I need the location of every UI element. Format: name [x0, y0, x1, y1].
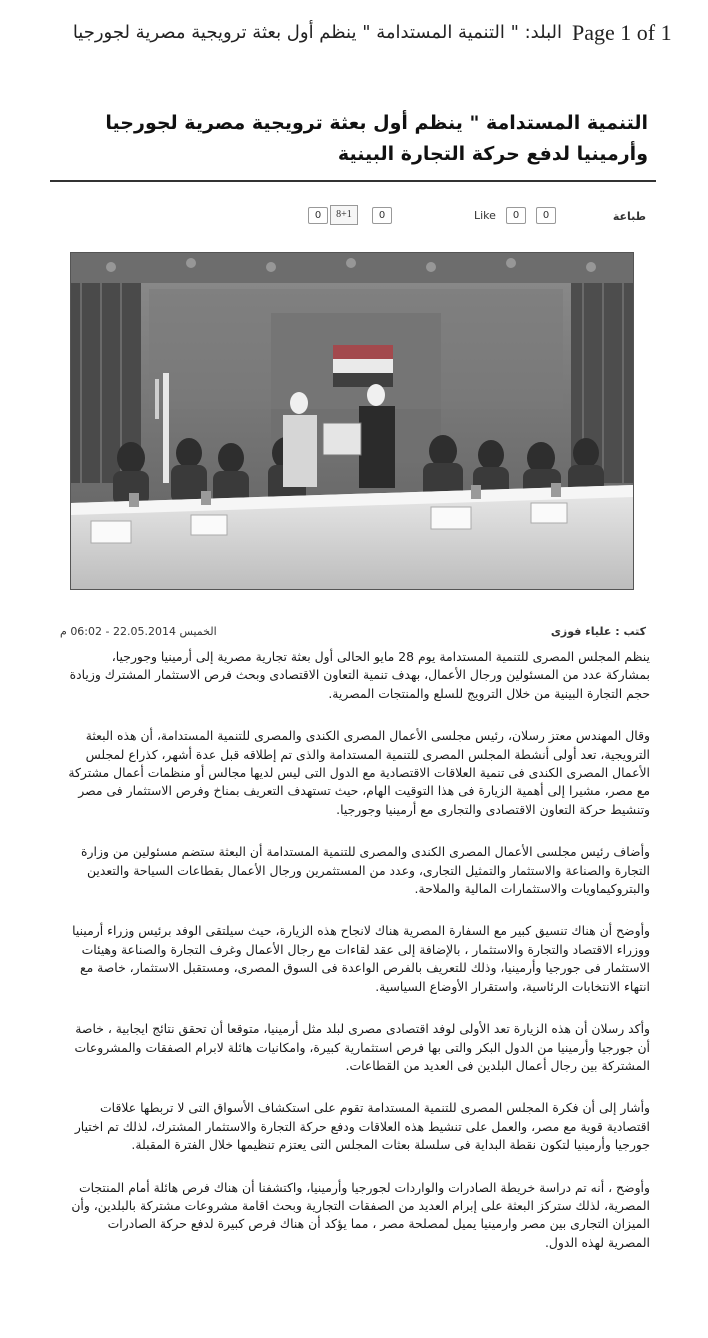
article-photo [70, 252, 634, 590]
google-plus-button[interactable]: 8+1 [330, 205, 358, 225]
title-divider [50, 180, 656, 182]
page-number: Page 1 of 1 [572, 20, 672, 45]
meeting-photo-icon [71, 253, 633, 589]
print-header-title: البلد: " التنمية المستدامة " ينظم أول بعثة ترويجية مصرية لجورجيا [72, 22, 562, 43]
like-counter: 0 [506, 207, 526, 224]
google-plus-counter: 0 [372, 207, 392, 224]
article-date: الخميس 22.05.2014 - 06:02 م [60, 625, 217, 638]
social-share-bar [60, 200, 646, 228]
article-meta [60, 625, 646, 645]
article-title: التنمية المستدامة " ينظم أول بعثة ترويجية مصرية لجورجيا وأرمينيا لدفع حركة التجارة البينية [105, 112, 648, 165]
article-paragraph: وقال المهندس معتز رسلان، رئيس مجلسى الأعمال المصرى الكندى والمصرى للتنمية المستدامة، أن هذه البعثة الترويجية، تعد أولى أنشطة المجلس المصرى للتنمية المستدامة والذى تم إطلاقه قبل عدة أشهر، كذراع لمجلس الأعمال المصرى الكندى فى تنمية العلاقات الاقتصادية مع الدول التى ليس لديها مجالس أو منظمات أعمال مشتركة مع مصر، مشيرا إلى أهمية الزيارة فى هذا التوقيت الهام، حيث تستهدف التعريف بمناخ وفرص الاستثمار فى مصر وتنشيط حركة التعاون الاقتصادى والتجارى مع أرمينيا وجورجيا. [68, 728, 650, 817]
share-counter: 0 [308, 207, 328, 224]
article-paragraph: وأوضح أن هناك تنسيق كبير مع السفارة المصرية هناك لانجاح هذه الزيارة، حيث سيلتقى الوفد برئيس وزراء أرمينيا ووزراء الاقتصاد والتجارة والاستثمار ، بالإضافة إلى عقد لقاءات مع رجال الأعمال وغرف التجارة والصناعة وهيئات الاستثمار فى جورجيا وأرمينيا، وذلك للتعريف بالفرص الواعدة فى السوق المصرى، ومستقبل الاستثمار، خاصة مع انتهاء الانتخابات الرئاسية، واستقرار الأوضاع السياسية. [72, 923, 650, 994]
print-link[interactable]: طباعة [612, 210, 646, 223]
extra-counter: 0 [536, 207, 556, 224]
article-paragraph: ينظم المجلس المصرى للتنمية المستدامة يوم 28 مايو الحالى أول بعثة تجارية مصرية إلى أرمينيا وجورجيا، بمشاركة عدد من المسئولين ورجال الأعمال، بهدف تنمية التعاون الاقتصادى وبحث فرص الاستثمار المشترك وزيادة حجم التجارة البينية من خلال الترويج للسلع والمنتجات المصرية. [69, 649, 650, 701]
article-paragraph: وأكد رسلان أن هذه الزيارة تعد الأولى لوفد اقتصادى مصرى لبلد مثل أرمينيا، متوقعا أن تحقق نتائج ايجابية ، خاصة أن جورجيا وأرمينيا من الدول البكر والتى بها فرص استثمارية كبيرة، وامكانيات هائلة لابرام الصفقات والمشروعات المشتركة بين رجال أعمال البلدين فى العديد من القطاعات. [74, 1021, 650, 1073]
article-paragraph: وأوضح ، أنه تم دراسة خريطة الصادرات والواردات لجورجيا وأرمينيا، واكتشفنا أن هناك فرص هائلة أمام المنتجات المصرية، لذلك ستركز البعثة على إبرام العديد من الصفقات التجارية وبحث اقامة مشروعات مشتركة بالبلدين، وأن الميزان التجارى بين مصر وارمينيا يميل لمصلحة مصر ، مما يؤكد أن هناك فرص كبيرة لدفع حركة الصادرات المصرية لهذه الدول. [71, 1179, 650, 1250]
flag [333, 345, 393, 387]
article-paragraph: وأشار إلى أن فكرة المجلس المصرى للتنمية المستدامة تقوم على استكشاف الأسواق التى لا تربطها علاقات اقتصادية قوية مع مصر، والعمل على تنشيط هذه العلاقات ودفع حركة التجارة والاستثمار المشترك، لذلك تم اختيار جورجيا وأرمينيا لتكون نقطة البداية فى سلسلة بعثات المجلس التى يعتزم تنظيمها خلال الفترة المقبلة. [74, 1100, 650, 1153]
facebook-like-button[interactable]: Like [474, 209, 496, 222]
article-paragraph: وأضاف رئيس مجلسى الأعمال المصرى الكندى والمصرى للتنمية المستدامة أن البعثة ستضم مسئولين من وزارة التجارة والصناعة والاستثمار والتمثيل التجارى، وعدد من المستثمرين ورجال الأعمال بقطاعات السياحة والتعدين والبتروكيماويات والاستثمارات المالية والملاحة. [81, 844, 650, 897]
article-author: كتب : علياء فوزى [550, 625, 646, 638]
article-body [64, 648, 650, 1276]
print-header [0, 0, 708, 60]
